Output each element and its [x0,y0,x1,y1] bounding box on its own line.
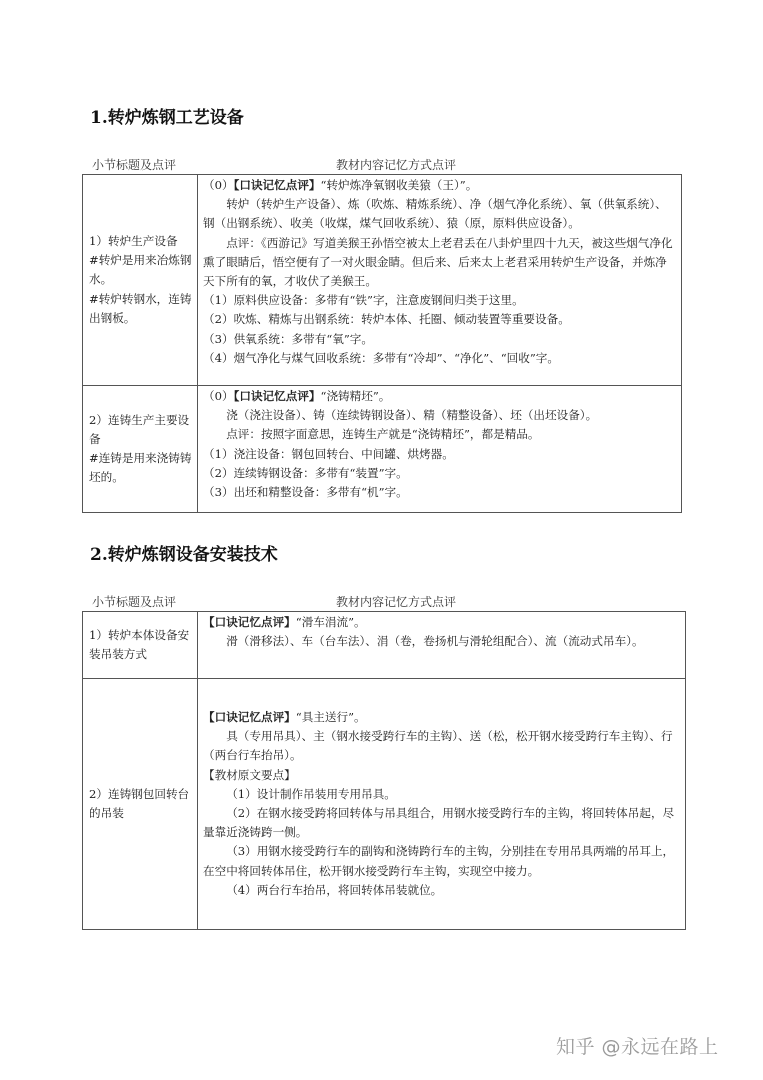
content-item: （1）原料供应设备：多带有“铁”字，注意废钢间归类于这里。 [203,293,524,308]
textbook-points-heading: 【教材原文要点】 [203,767,296,782]
content-item: （4）烟气净化与煤气回收系统：多带有“冷却”、“净化”、“回收”字。 [203,350,559,365]
content-paragraph: 浇（浇注设备）、铸（连续铸钢设备）、精（精整设备）、坯（出坯设备）。 [226,408,598,423]
section-2-title: 2.转炉炼钢设备安装技术 [90,545,278,565]
mnemonic-line: （0）【口诀记忆点评】“浇铸精坯”。 [203,389,391,403]
row-note: #转炉转钢水，连铸出钢板。 [89,291,192,325]
row-title-cell [83,386,198,513]
content-item: （3）用钢水接受跨行车的副钩和浇铸跨行车的主钩，分别挂在专用吊具两端的吊耳上，在空中将回转体吊住，松开钢水接受跨行车主钩，实现空中接力。 [203,844,675,878]
section-2-table [82,611,686,930]
content-item: （3）供氧系统：多带有“氧”字。 [203,331,373,346]
content-item: （2）吹炼、精炼与出钢系统：转炉本体、托圈、倾动装置等重要设备。 [203,312,570,327]
content-paragraph: 转炉（转炉生产设备）、炼（吹炼、精炼系统）、净（烟气净化系统）、氧（供氧系统）、钢（出钢系统）、收美（收煤，煤气回收系统）、猿（原，原料供应设备）。 [203,197,667,231]
content-item: （1）设计制作吊装用专用吊具。 [226,786,396,801]
row-title-cell [83,175,198,386]
mnemonic-line: 【口诀记忆点评】“滑车涓流”。 [203,615,366,629]
row-title: 1）转炉本体设备安装吊装方式 [89,627,190,661]
section-1-title: 1.转炉炼钢工艺设备 [90,108,244,128]
section-1-col-header-left: 小节标题及点评 [92,158,177,172]
watermark: 知乎 @永远在路上 [556,1036,719,1058]
table-row [83,679,686,930]
row-title: 1）转炉生产设备 [89,233,178,248]
table-row [83,175,682,386]
section-1-col-header-right: 教材内容记忆方式点评 [336,158,457,172]
content-item: （2）在钢水接受跨将回转体与吊具组合，用钢水接受跨行车的主钩，将回转体吊起，尽量靠近浇铸跨一侧。 [203,806,675,840]
content-item: （3）出坯和精整设备：多带有“机”字。 [203,485,408,500]
row-content-cell [198,612,686,679]
table-row [83,612,686,679]
row-content-cell [198,386,682,513]
content-paragraph: 点评：按照字面意思，连铸生产就是“浇铸精坯”，都是精品。 [226,427,540,442]
table-row [83,386,682,513]
content-paragraph: 滑（滑移法）、车（台车法）、涓（卷，卷扬机与滑轮组配合）、流（流动式吊车）。 [226,634,644,649]
row-title: 2）连铸生产主要设备 [89,412,190,446]
content-item: （4）两台行车抬吊，将回转体吊装就位。 [226,882,443,897]
row-title: 2）连铸钢包回转台的吊装 [89,786,190,820]
mnemonic-line: 【口诀记忆点评】“具主送行”。 [203,709,366,724]
row-content-cell [198,175,682,386]
content-paragraph: 点评：《西游记》写道美猴王孙悟空被太上老君丢在八卦炉里四十九天，被这些烟气净化熏了眼睛后，悟空便有了一对火眼金睛。但后来、后来太上老君采用转炉生产设备，并炼净天下所有的氧，才收伏了美猴王。 [203,235,673,289]
content-item: （1）浇注设备：钢包回转台、中间罐、烘烤器。 [203,446,454,461]
section-2-col-header-right: 教材内容记忆方式点评 [336,595,457,609]
row-note: #转炉是用来冶炼钢水。 [89,253,192,287]
row-content-cell [198,679,686,930]
row-note: #连铸是用来浇铸铸坯的。 [89,451,192,485]
row-title-cell [83,679,198,930]
mnemonic-line: （0）【口诀记忆点评】“转炉炼净氧钢收美猿（王）”。 [203,178,478,192]
row-title-cell [83,612,198,679]
content-item: （2）连续铸钢设备：多带有“装置”字。 [203,465,408,480]
section-2-col-header-left: 小节标题及点评 [92,595,177,609]
section-1-table [82,174,682,513]
content-paragraph: 具（专用吊具）、主（钢水接受跨行车的主钩）、送（松，松开钢水接受跨行车主钩）、行（两台行车抬吊）。 [203,729,673,763]
